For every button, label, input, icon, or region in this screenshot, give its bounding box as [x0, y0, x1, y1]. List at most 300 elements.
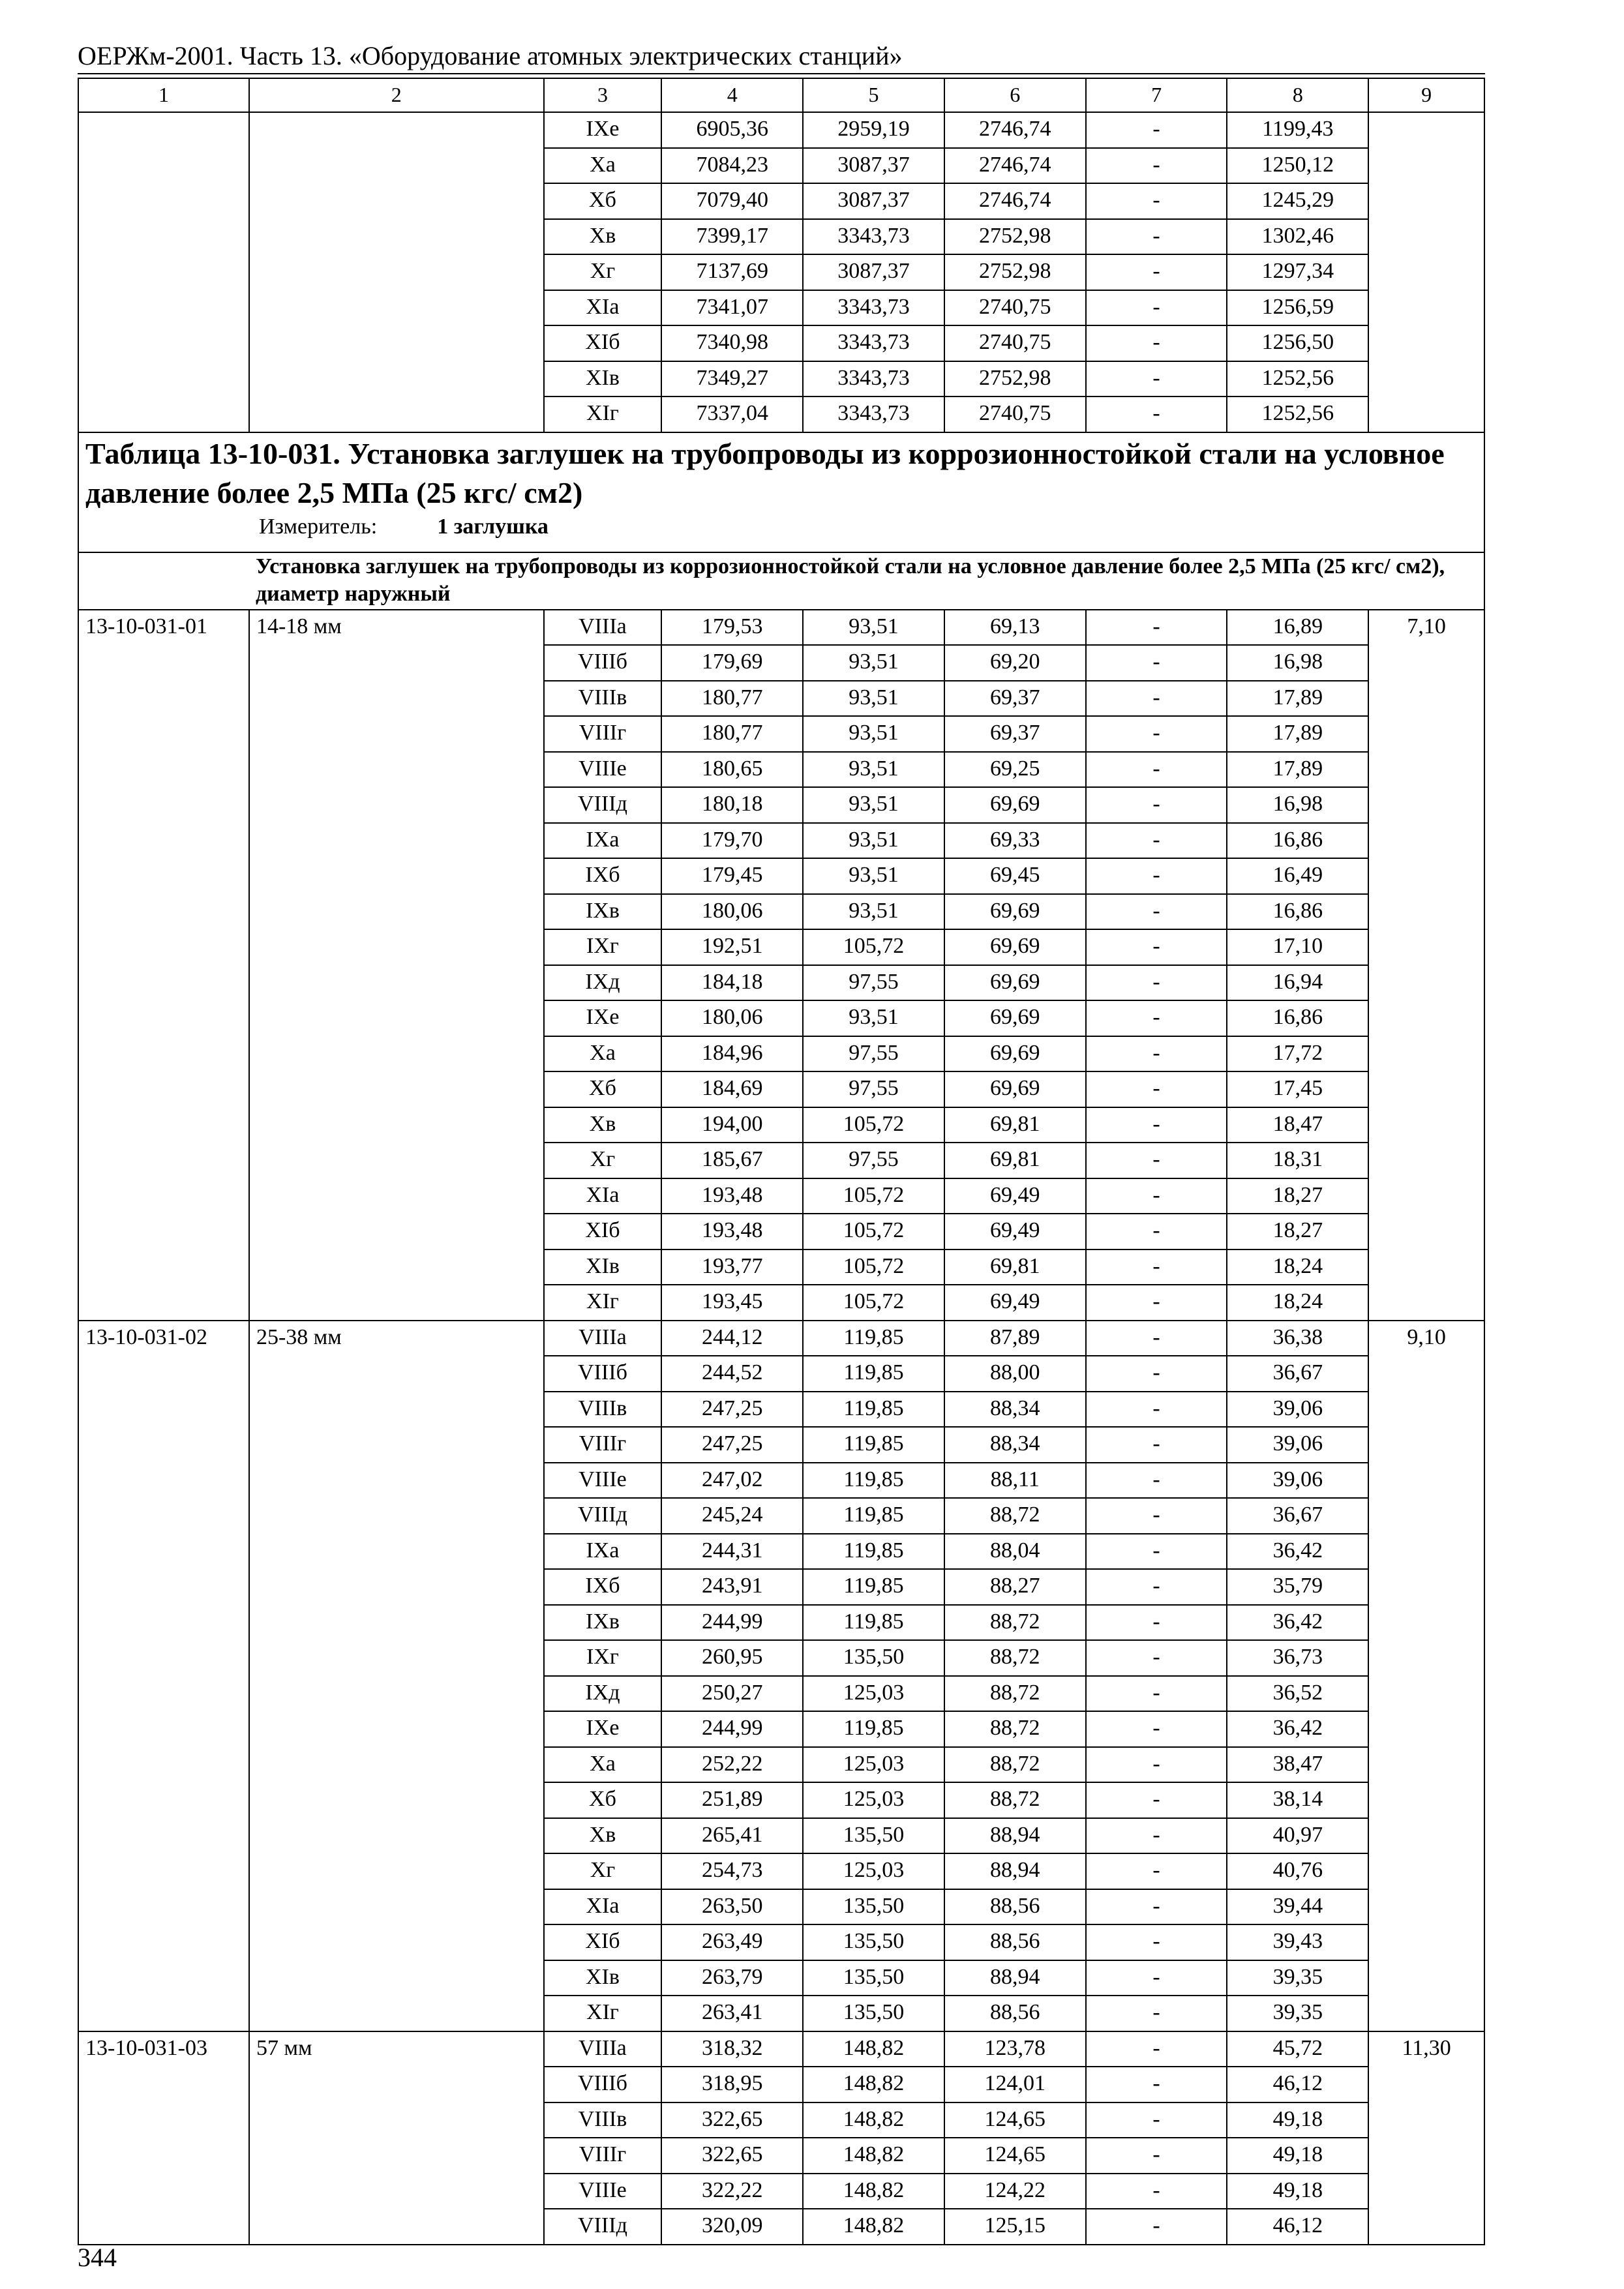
value-cell: 2740,75 — [944, 325, 1086, 361]
value-cell: 16,98 — [1227, 645, 1368, 681]
value-cell: 135,50 — [803, 1924, 944, 1960]
value-cell: - — [1086, 1498, 1227, 1534]
value-cell: 93,51 — [803, 858, 944, 894]
value-cell: 93,51 — [803, 823, 944, 859]
value-cell: 135,50 — [803, 1818, 944, 1854]
value-cell: 148,82 — [803, 2174, 944, 2209]
value-cell: 45,72 — [1227, 2031, 1368, 2067]
measurer-value: 1 заглушка — [437, 514, 549, 539]
value-cell: - — [1086, 1747, 1227, 1783]
value-cell: - — [1086, 1605, 1227, 1641]
value-cell: 148,82 — [803, 2138, 944, 2174]
value-cell: - — [1086, 752, 1227, 788]
value-cell: IXa — [544, 823, 662, 859]
value-cell: Xa — [544, 1036, 662, 1072]
column-number-cell: 9 — [1368, 78, 1484, 112]
value-cell: 252,22 — [661, 1747, 803, 1783]
value-cell: - — [1086, 1321, 1227, 1356]
value-cell: 250,27 — [661, 1676, 803, 1712]
value-cell: 16,86 — [1227, 1000, 1368, 1036]
value-cell: 125,15 — [944, 2209, 1086, 2245]
value-cell: - — [1086, 1214, 1227, 1249]
value-cell: 245,24 — [661, 1498, 803, 1534]
value-cell: VIIIв — [544, 681, 662, 717]
value-cell: 2746,74 — [944, 148, 1086, 184]
col9-cell: 11,30 — [1368, 2031, 1484, 2245]
value-cell: - — [1086, 1071, 1227, 1107]
value-cell: 69,69 — [944, 1000, 1086, 1036]
value-cell: 247,25 — [661, 1392, 803, 1428]
value-cell: - — [1086, 1996, 1227, 2031]
value-cell: 7137,69 — [661, 254, 803, 290]
value-cell: VIIIe — [544, 1463, 662, 1499]
value-cell: Xa — [544, 1747, 662, 1783]
value-cell: 18,24 — [1227, 1249, 1368, 1285]
value-cell: 244,99 — [661, 1711, 803, 1747]
value-cell: 119,85 — [803, 1321, 944, 1356]
value-cell: 135,50 — [803, 1996, 944, 2031]
value-cell: 1250,12 — [1227, 148, 1368, 184]
value-cell: 263,79 — [661, 1960, 803, 1996]
value-cell: 87,89 — [944, 1321, 1086, 1356]
value-cell: 318,95 — [661, 2067, 803, 2102]
value-cell: IXг — [544, 1640, 662, 1676]
value-cell: 3087,37 — [803, 183, 944, 219]
value-cell: 69,69 — [944, 787, 1086, 823]
value-cell: 69,81 — [944, 1143, 1086, 1178]
value-cell: 2746,74 — [944, 112, 1086, 148]
value-cell: 93,51 — [803, 1000, 944, 1036]
value-cell: IXб — [544, 1569, 662, 1605]
value-cell: IXд — [544, 965, 662, 1001]
value-cell: IXa — [544, 1534, 662, 1570]
value-cell: 7341,07 — [661, 290, 803, 326]
value-cell: Xб — [544, 183, 662, 219]
value-cell: 93,51 — [803, 787, 944, 823]
value-cell: 39,06 — [1227, 1427, 1368, 1463]
code-cell: 13-10-031-02 — [78, 1321, 249, 2031]
table-title-row — [78, 432, 1484, 552]
value-cell: 17,89 — [1227, 716, 1368, 752]
measurer-label: Измеритель: — [259, 514, 378, 539]
value-cell: - — [1086, 929, 1227, 965]
value-cell: 180,65 — [661, 752, 803, 788]
value-cell: 1297,34 — [1227, 254, 1368, 290]
value-cell: 36,52 — [1227, 1676, 1368, 1712]
column-number-row — [78, 78, 1484, 112]
page-number: 344 — [78, 2243, 117, 2272]
value-cell: 39,35 — [1227, 1960, 1368, 1996]
value-cell: - — [1086, 183, 1227, 219]
value-cell: Xб — [544, 1071, 662, 1107]
value-cell: 2740,75 — [944, 290, 1086, 326]
value-cell: - — [1086, 396, 1227, 432]
value-cell: 38,47 — [1227, 1747, 1368, 1783]
value-cell: - — [1086, 1889, 1227, 1925]
value-cell: 97,55 — [803, 1071, 944, 1107]
value-cell: 38,14 — [1227, 1782, 1368, 1818]
column-number-cell: 4 — [661, 78, 803, 112]
value-cell: 88,72 — [944, 1747, 1086, 1783]
value-cell: 322,65 — [661, 2138, 803, 2174]
value-cell: 17,10 — [1227, 929, 1368, 965]
value-cell: 16,86 — [1227, 894, 1368, 930]
value-cell: 105,72 — [803, 1214, 944, 1249]
value-cell: 69,49 — [944, 1285, 1086, 1321]
value-cell: 36,67 — [1227, 1498, 1368, 1534]
value-cell: 93,51 — [803, 645, 944, 681]
value-cell: 184,18 — [661, 965, 803, 1001]
value-cell: 260,95 — [661, 1640, 803, 1676]
value-cell: 119,85 — [803, 1463, 944, 1499]
value-cell: 180,18 — [661, 787, 803, 823]
value-cell: Xв — [544, 1107, 662, 1143]
value-cell: 180,06 — [661, 894, 803, 930]
value-cell: 88,72 — [944, 1640, 1086, 1676]
value-cell: IXe — [544, 1000, 662, 1036]
value-cell: 36,42 — [1227, 1711, 1368, 1747]
value-cell: 7340,98 — [661, 325, 803, 361]
value-cell: - — [1086, 894, 1227, 930]
value-cell: - — [1086, 823, 1227, 859]
value-cell: - — [1086, 219, 1227, 255]
value-cell: 88,72 — [944, 1782, 1086, 1818]
value-cell: 49,18 — [1227, 2174, 1368, 2209]
value-cell: 263,41 — [661, 1996, 803, 2031]
value-cell: 2752,98 — [944, 254, 1086, 290]
value-cell: 88,94 — [944, 1818, 1086, 1854]
value-cell: 88,34 — [944, 1427, 1086, 1463]
value-cell: Xг — [544, 1853, 662, 1889]
norms-table — [78, 78, 1485, 2245]
value-cell: 69,13 — [944, 610, 1086, 646]
value-cell: XIa — [544, 1889, 662, 1925]
value-cell: VIIIв — [544, 1392, 662, 1428]
value-cell: VIIIд — [544, 1498, 662, 1534]
value-cell: - — [1086, 2102, 1227, 2138]
value-cell: - — [1086, 1178, 1227, 1214]
value-cell: Xг — [544, 1143, 662, 1178]
value-cell: 93,51 — [803, 610, 944, 646]
value-cell: 135,50 — [803, 1640, 944, 1676]
value-cell: 125,03 — [803, 1676, 944, 1712]
value-cell: 180,77 — [661, 716, 803, 752]
value-cell: 148,82 — [803, 2209, 944, 2245]
value-cell: - — [1086, 716, 1227, 752]
value-cell: - — [1086, 112, 1227, 148]
value-cell: 17,89 — [1227, 681, 1368, 717]
header-rule — [78, 73, 1485, 74]
value-cell: XIб — [544, 1924, 662, 1960]
value-cell: - — [1086, 1107, 1227, 1143]
value-cell: 97,55 — [803, 1036, 944, 1072]
value-cell: 179,53 — [661, 610, 803, 646]
value-cell: - — [1086, 325, 1227, 361]
value-cell: Xв — [544, 1818, 662, 1854]
diameter-cell — [249, 112, 544, 432]
value-cell: 3343,73 — [803, 219, 944, 255]
value-cell: 105,72 — [803, 1178, 944, 1214]
value-cell: IXб — [544, 858, 662, 894]
column-number-cell: 7 — [1086, 78, 1227, 112]
value-cell: 119,85 — [803, 1427, 944, 1463]
value-cell: 125,03 — [803, 1853, 944, 1889]
value-cell: XIб — [544, 1214, 662, 1249]
value-cell: 263,49 — [661, 1924, 803, 1960]
value-cell: 18,27 — [1227, 1214, 1368, 1249]
value-cell: 119,85 — [803, 1356, 944, 1392]
value-cell: 69,49 — [944, 1214, 1086, 1249]
value-cell: 69,37 — [944, 716, 1086, 752]
table-row — [78, 1321, 1484, 1356]
column-number-cell: 3 — [544, 78, 662, 112]
value-cell: 88,72 — [944, 1498, 1086, 1534]
value-cell: 3343,73 — [803, 325, 944, 361]
value-cell: 6905,36 — [661, 112, 803, 148]
value-cell: 180,06 — [661, 1000, 803, 1036]
col9-cell: 7,10 — [1368, 610, 1484, 1321]
value-cell: 36,42 — [1227, 1534, 1368, 1570]
value-cell: - — [1086, 1924, 1227, 1960]
running-header: ОЕРЖм-2001. Часть 13. «Оборудование атомных электрических станций» — [78, 41, 903, 70]
value-cell: - — [1086, 1249, 1227, 1285]
value-cell: 244,99 — [661, 1605, 803, 1641]
value-cell: VIIIe — [544, 2174, 662, 2209]
value-cell: VIIIв — [544, 2102, 662, 2138]
value-cell: XIa — [544, 1178, 662, 1214]
value-cell: 18,31 — [1227, 1143, 1368, 1178]
value-cell: 3343,73 — [803, 361, 944, 397]
value-cell: 322,65 — [661, 2102, 803, 2138]
value-cell: 244,12 — [661, 1321, 803, 1356]
value-cell: 69,69 — [944, 965, 1086, 1001]
value-cell: - — [1086, 2174, 1227, 2209]
value-cell: 193,48 — [661, 1214, 803, 1249]
value-cell: - — [1086, 1569, 1227, 1605]
code-cell: 13-10-031-03 — [78, 2031, 249, 2245]
value-cell: 247,25 — [661, 1427, 803, 1463]
value-cell: 88,00 — [944, 1356, 1086, 1392]
value-cell: - — [1086, 1640, 1227, 1676]
value-cell: 69,81 — [944, 1107, 1086, 1143]
value-cell: - — [1086, 610, 1227, 646]
value-cell: 46,12 — [1227, 2209, 1368, 2245]
value-cell: XIв — [544, 1249, 662, 1285]
value-cell: IXв — [544, 1605, 662, 1641]
code-cell: 13-10-031-01 — [78, 610, 249, 1321]
value-cell: 251,89 — [661, 1782, 803, 1818]
value-cell: 97,55 — [803, 1143, 944, 1178]
description-text: Установка заглушек на трубопроводы из коррозионностойкой стали на условное давление более 2,5 МПа (25 кгс/ см2), диаметр наружный — [249, 552, 1484, 610]
value-cell: - — [1086, 2138, 1227, 2174]
value-cell: 39,06 — [1227, 1463, 1368, 1499]
value-cell: 17,45 — [1227, 1071, 1368, 1107]
value-cell: - — [1086, 1036, 1227, 1072]
value-cell: VIIIe — [544, 752, 662, 788]
value-cell: - — [1086, 361, 1227, 397]
value-cell: 180,77 — [661, 681, 803, 717]
value-cell: 17,72 — [1227, 1036, 1368, 1072]
value-cell: 2740,75 — [944, 396, 1086, 432]
value-cell: 69,69 — [944, 1036, 1086, 1072]
value-cell: 88,56 — [944, 1889, 1086, 1925]
value-cell: 40,76 — [1227, 1853, 1368, 1889]
diameter-cell: 14-18 мм — [249, 610, 544, 1321]
value-cell: 69,69 — [944, 1071, 1086, 1107]
value-cell: VIIIг — [544, 1427, 662, 1463]
value-cell: 179,69 — [661, 645, 803, 681]
value-cell: - — [1086, 290, 1227, 326]
value-cell: 93,51 — [803, 716, 944, 752]
value-cell: 1256,50 — [1227, 325, 1368, 361]
value-cell: 193,48 — [661, 1178, 803, 1214]
value-cell: 40,97 — [1227, 1818, 1368, 1854]
value-cell: 244,52 — [661, 1356, 803, 1392]
value-cell: - — [1086, 681, 1227, 717]
value-cell: 16,94 — [1227, 965, 1368, 1001]
table-row — [78, 112, 1484, 148]
value-cell: 88,72 — [944, 1711, 1086, 1747]
value-cell: 244,31 — [661, 1534, 803, 1570]
value-cell: 7349,27 — [661, 361, 803, 397]
value-cell: 18,27 — [1227, 1178, 1368, 1214]
value-cell: - — [1086, 1960, 1227, 1996]
value-cell: 17,89 — [1227, 752, 1368, 788]
value-cell: 39,44 — [1227, 1889, 1368, 1925]
value-cell: 192,51 — [661, 929, 803, 965]
value-cell: 88,94 — [944, 1853, 1086, 1889]
value-cell: 88,11 — [944, 1463, 1086, 1499]
value-cell: 93,51 — [803, 681, 944, 717]
value-cell: 69,20 — [944, 645, 1086, 681]
value-cell: - — [1086, 1782, 1227, 1818]
value-cell: VIIIб — [544, 645, 662, 681]
value-cell: 3087,37 — [803, 148, 944, 184]
value-cell: 88,56 — [944, 1996, 1086, 2031]
value-cell: 119,85 — [803, 1498, 944, 1534]
value-cell: - — [1086, 1676, 1227, 1712]
diameter-cell: 25-38 мм — [249, 1321, 544, 2031]
value-cell: 105,72 — [803, 1249, 944, 1285]
value-cell: - — [1086, 2209, 1227, 2245]
value-cell: 93,51 — [803, 752, 944, 788]
value-cell: 247,02 — [661, 1463, 803, 1499]
value-cell: 2959,19 — [803, 112, 944, 148]
value-cell: 184,96 — [661, 1036, 803, 1072]
column-number-cell: 5 — [803, 78, 944, 112]
description-row — [78, 552, 1484, 610]
value-cell: 16,86 — [1227, 823, 1368, 859]
col9-cell: 9,10 — [1368, 1321, 1484, 2031]
value-cell: - — [1086, 1392, 1227, 1428]
value-cell: 2752,98 — [944, 219, 1086, 255]
value-cell: 93,51 — [803, 894, 944, 930]
value-cell: 88,27 — [944, 1569, 1086, 1605]
value-cell: - — [1086, 1285, 1227, 1321]
value-cell: 148,82 — [803, 2031, 944, 2067]
value-cell: 320,09 — [661, 2209, 803, 2245]
value-cell: - — [1086, 787, 1227, 823]
value-cell: 105,72 — [803, 1107, 944, 1143]
value-cell: 119,85 — [803, 1392, 944, 1428]
table-row — [78, 2031, 1484, 2067]
value-cell: 18,24 — [1227, 1285, 1368, 1321]
value-cell: 88,04 — [944, 1534, 1086, 1570]
value-cell: 7079,40 — [661, 183, 803, 219]
value-cell: 148,82 — [803, 2102, 944, 2138]
value-cell: 185,67 — [661, 1143, 803, 1178]
value-cell: XIг — [544, 1285, 662, 1321]
description-spacer — [78, 552, 249, 610]
table-body — [78, 78, 1484, 2245]
value-cell: 193,45 — [661, 1285, 803, 1321]
value-cell: - — [1086, 254, 1227, 290]
value-cell: - — [1086, 1143, 1227, 1178]
value-cell: XIг — [544, 1996, 662, 2031]
value-cell: 18,47 — [1227, 1107, 1368, 1143]
value-cell: 88,94 — [944, 1960, 1086, 1996]
value-cell: 184,69 — [661, 1071, 803, 1107]
value-cell: 105,72 — [803, 929, 944, 965]
value-cell: 36,42 — [1227, 1605, 1368, 1641]
value-cell: VIIIд — [544, 787, 662, 823]
table-row — [78, 610, 1484, 646]
table-title-cell — [78, 432, 1484, 552]
value-cell: VIIIa — [544, 610, 662, 646]
value-cell: - — [1086, 1463, 1227, 1499]
value-cell: 179,70 — [661, 823, 803, 859]
code-cell — [78, 112, 249, 432]
value-cell: 148,82 — [803, 2067, 944, 2102]
value-cell: 119,85 — [803, 1534, 944, 1570]
value-cell: 39,06 — [1227, 1392, 1368, 1428]
value-cell: 7399,17 — [661, 219, 803, 255]
value-cell: 124,22 — [944, 2174, 1086, 2209]
value-cell: 135,50 — [803, 1889, 944, 1925]
value-cell: 243,91 — [661, 1569, 803, 1605]
value-cell: 69,33 — [944, 823, 1086, 859]
value-cell: Xб — [544, 1782, 662, 1818]
value-cell: 125,03 — [803, 1782, 944, 1818]
value-cell: IXe — [544, 1711, 662, 1747]
value-cell: 36,38 — [1227, 1321, 1368, 1356]
value-cell: - — [1086, 645, 1227, 681]
value-cell: 3343,73 — [803, 290, 944, 326]
value-cell: 69,37 — [944, 681, 1086, 717]
value-cell: 124,65 — [944, 2138, 1086, 2174]
value-cell: 1199,43 — [1227, 112, 1368, 148]
value-cell: 1252,56 — [1227, 396, 1368, 432]
value-cell: Xa — [544, 148, 662, 184]
column-number-cell: 8 — [1227, 78, 1368, 112]
value-cell: 105,72 — [803, 1285, 944, 1321]
value-cell: 318,32 — [661, 2031, 803, 2067]
value-cell: 119,85 — [803, 1605, 944, 1641]
value-cell: 88,72 — [944, 1605, 1086, 1641]
value-cell: IXв — [544, 894, 662, 930]
value-cell: 265,41 — [661, 1818, 803, 1854]
value-cell: 16,98 — [1227, 787, 1368, 823]
value-cell: - — [1086, 1711, 1227, 1747]
value-cell: 2752,98 — [944, 361, 1086, 397]
value-cell: 49,18 — [1227, 2102, 1368, 2138]
value-cell: VIIIб — [544, 1356, 662, 1392]
value-cell: 35,79 — [1227, 1569, 1368, 1605]
value-cell: 16,49 — [1227, 858, 1368, 894]
col9-cell — [1368, 112, 1484, 432]
value-cell: 69,25 — [944, 752, 1086, 788]
value-cell: 254,73 — [661, 1853, 803, 1889]
